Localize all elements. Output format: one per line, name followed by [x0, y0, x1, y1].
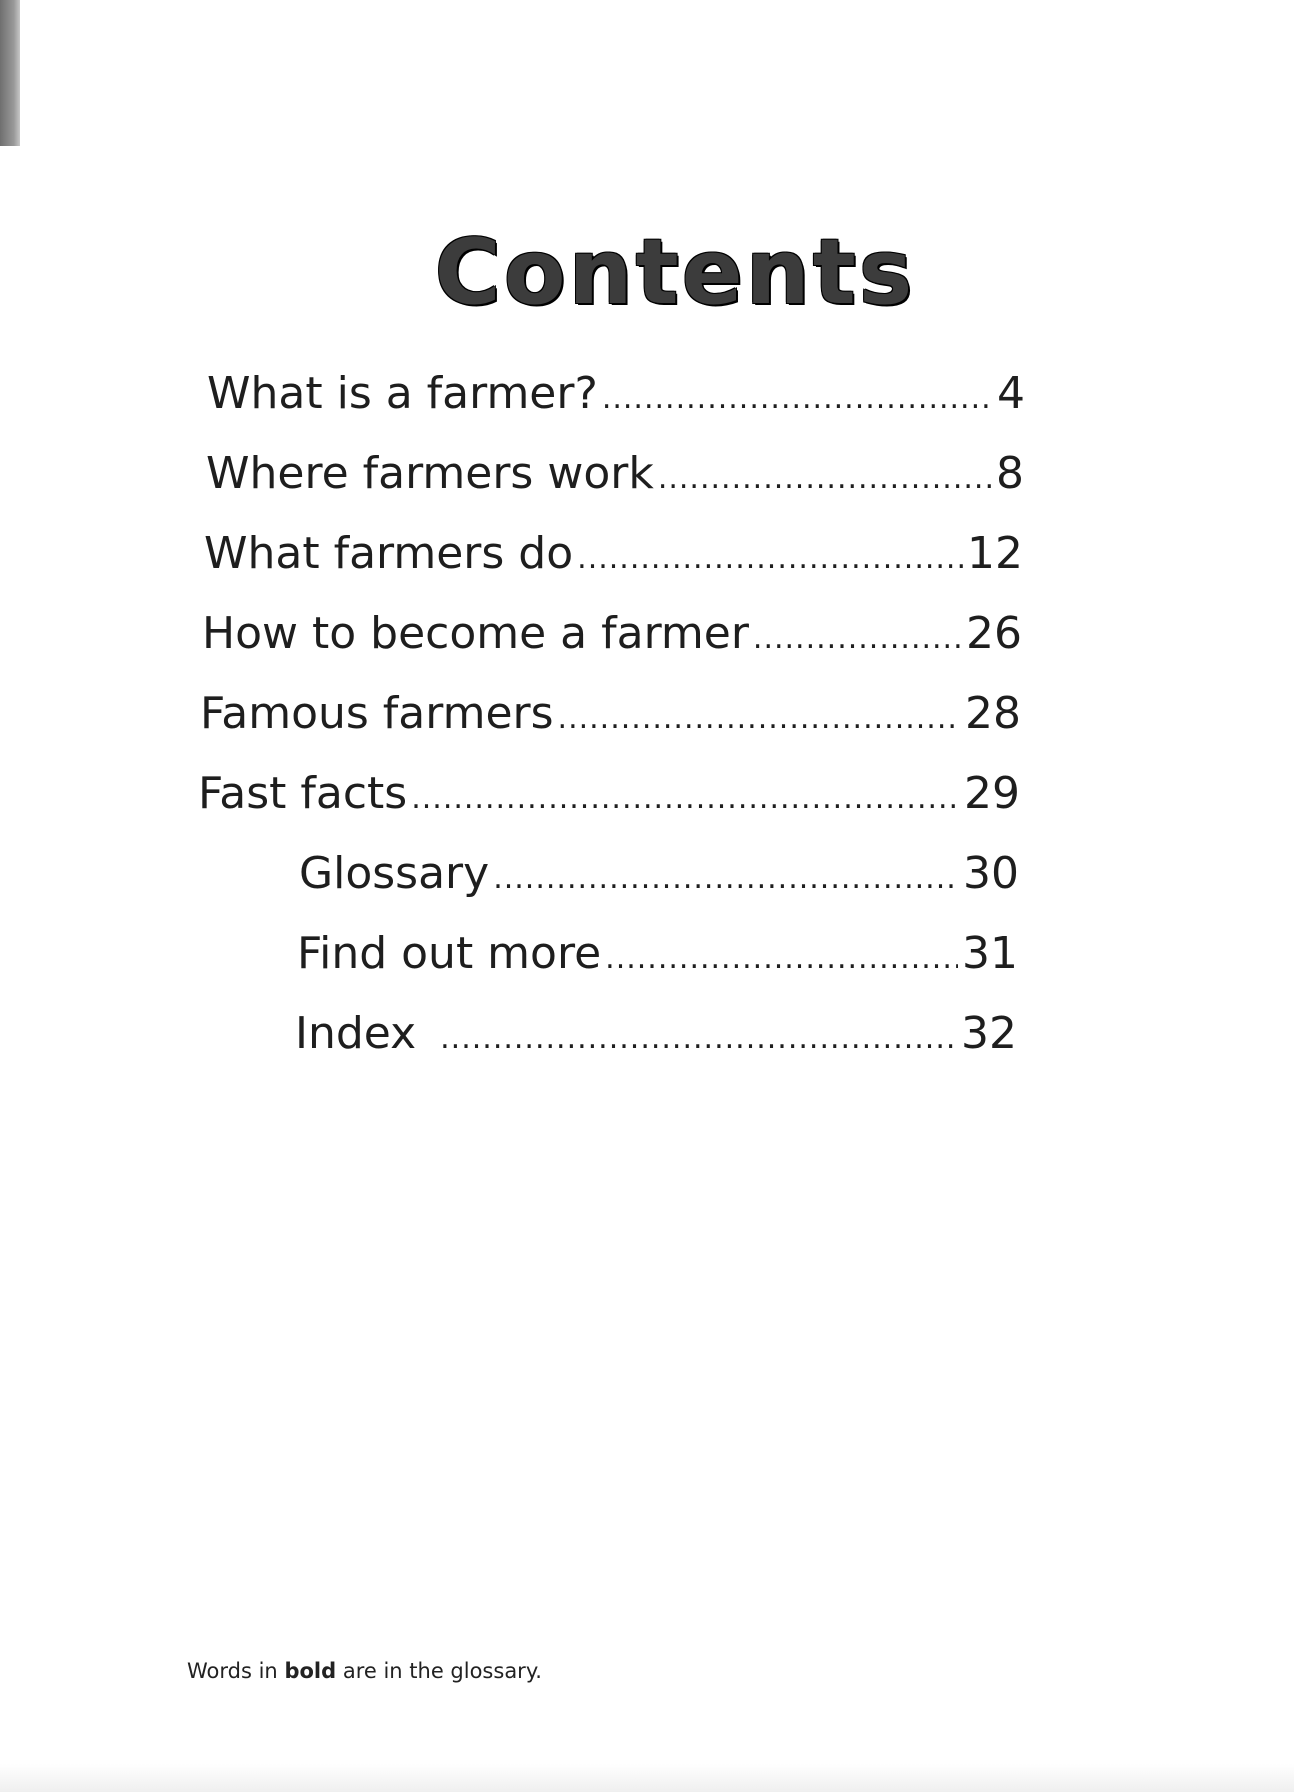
toc-entry-how-to-become-a-farmer[interactable] [202, 608, 1022, 664]
glossary-note-suffix: are in the glossary. [342, 1659, 542, 1683]
toc-entry-find-out-more[interactable] [297, 928, 1018, 984]
page-edge-shadow [0, 0, 20, 146]
toc-leader-dots [602, 381, 993, 416]
toc-entry-label: Find out more [297, 928, 602, 979]
toc-entry-label: Index [295, 1008, 417, 1059]
toc-leader-dots [658, 461, 992, 496]
toc-entry-page: 4 [997, 368, 1025, 419]
toc-entry-page: 8 [996, 448, 1024, 499]
toc-entry-label: What is a farmer? [207, 368, 598, 419]
toc-entry-label: What farmers do [204, 528, 574, 579]
toc-entry-famous-farmers[interactable] [200, 688, 1021, 744]
toc-leader-dots [411, 781, 960, 816]
toc-entry-index[interactable] [295, 1008, 1017, 1064]
toc-entry-label: Famous farmers [200, 688, 554, 739]
toc-leader-dots [605, 941, 958, 976]
toc-leader-dots [558, 701, 961, 736]
toc-entry-label: Glossary [299, 848, 490, 899]
toc-leader-dots [577, 541, 963, 576]
toc-entry-page: 28 [965, 688, 1021, 739]
glossary-note-bold-word: bold [284, 1659, 337, 1683]
toc-entry-page: 31 [962, 928, 1018, 979]
toc-entry-page: 29 [964, 768, 1020, 819]
toc-leader-dots [493, 861, 959, 896]
toc-leader-dots [440, 1021, 957, 1056]
toc-entry-what-farmers-do[interactable] [204, 528, 1023, 584]
toc-entry-label: How to become a farmer [202, 608, 749, 659]
toc-entry-where-farmers-work[interactable] [206, 448, 1024, 504]
toc-entry-what-is-a-farmer[interactable] [207, 368, 1025, 424]
toc-entry-label: Where farmers work [206, 448, 654, 499]
toc-entry-page: 32 [961, 1008, 1017, 1059]
toc-entry-fast-facts[interactable] [198, 768, 1020, 824]
toc-entry-page: 12 [967, 528, 1023, 579]
toc-entry-glossary[interactable] [299, 848, 1019, 904]
page-title: Contents [434, 220, 916, 326]
toc-entry-label: Fast facts [198, 768, 408, 819]
toc-entry-page: 30 [963, 848, 1019, 899]
glossary-note [187, 1659, 542, 1683]
glossary-note-prefix: Words in [187, 1659, 278, 1683]
page-bottom-edge [0, 1764, 1294, 1792]
toc-entry-page: 26 [966, 608, 1022, 659]
toc-leader-dots [753, 621, 962, 656]
